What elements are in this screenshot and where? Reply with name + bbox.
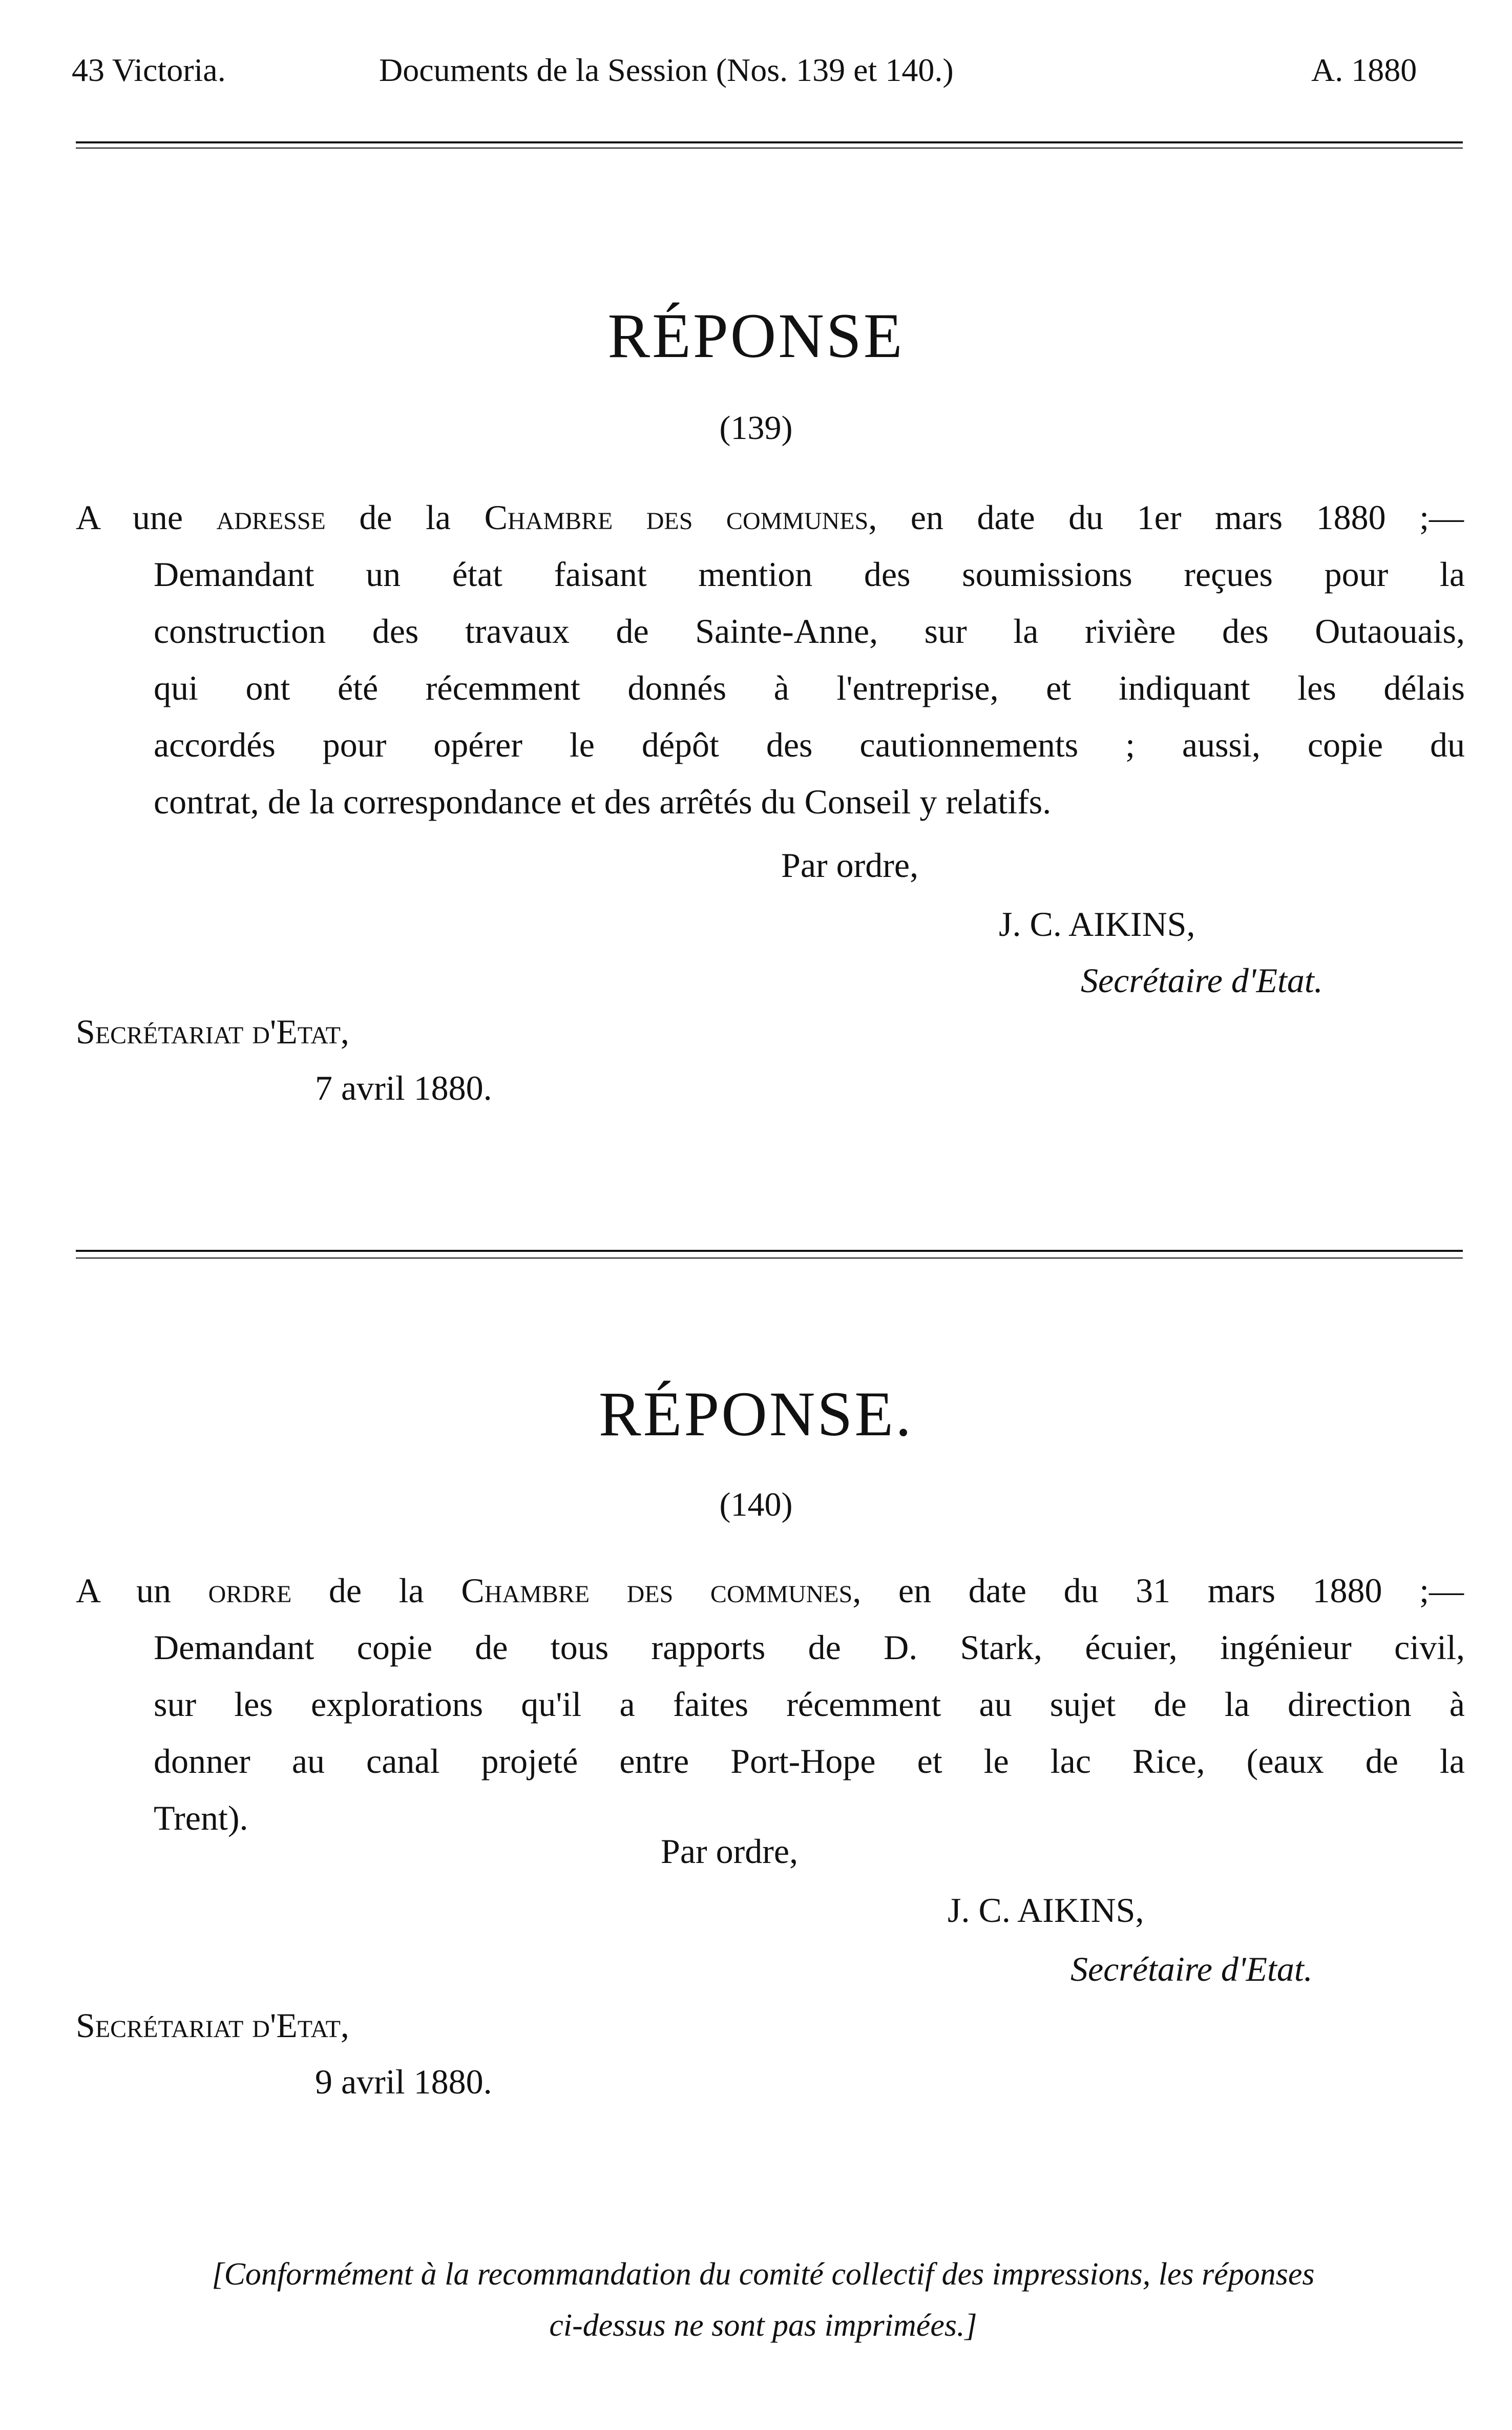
- reponse-140-intro: A un ordre de la Chambre des communes, en date du 31 mars 1880 ;—: [76, 1571, 1464, 1610]
- section-separator-thin: [76, 1258, 1463, 1259]
- footnote: [118, 2249, 1409, 2351]
- reponse-139-line-1: Demandant un état faisant mention des soumissions reçues pour la: [154, 555, 1465, 594]
- reponse-140-title: RÉPONSE.: [598, 1379, 914, 1449]
- header-session: Documents de la Session (Nos. 139 et 140.): [379, 52, 954, 88]
- reponse-140-line-2: sur les explorations qu'il a faites récemment au sujet de la direction à: [154, 1685, 1465, 1724]
- reponse-139-line-4: accordés pour opérer le dépôt des cautionnements ; aussi, copie du: [154, 725, 1465, 764]
- header-rule-thin: [76, 148, 1463, 149]
- section-separator: [76, 1250, 1463, 1252]
- reponse-139-title: RÉPONSE: [607, 301, 905, 371]
- reponse-140-line-4: Trent).: [154, 1798, 248, 1837]
- reponse-140-body: [76, 1562, 1464, 1619]
- reponse-140-signatory-title: Secrétaire d'Etat.: [1070, 1950, 1313, 1988]
- footnote-line-2: ci-dessus ne sont pas imprimées.]: [549, 2308, 977, 2343]
- reponse-139-office: Secrétariat d'Etat,: [76, 1012, 349, 1051]
- reponse-139-body: [76, 489, 1464, 546]
- reponse-139-date: 7 avril 1880.: [315, 1069, 492, 1107]
- reponse-139-line-5: contrat, de la correspondance et des arrêtés du Conseil y relatifs.: [154, 782, 1052, 821]
- reponse-139-signatory-title: Secrétaire d'Etat.: [1081, 961, 1323, 1000]
- reponse-139-intro: A une adresse de la Chambre des communes, en date du 1er mars 1880 ;—: [76, 498, 1464, 537]
- reponse-139-request: [154, 546, 1465, 830]
- reponse-139-par-ordre: Par ordre,: [781, 846, 919, 885]
- header-volume: 43 Victoria.: [72, 52, 226, 88]
- reponse-140-date: 9 avril 1880.: [315, 2062, 492, 2101]
- reponse-139-number: (139): [719, 409, 793, 447]
- reponse-139-line-2: construction des travaux de Sainte-Anne, sur la rivière des Outaouais,: [154, 612, 1465, 651]
- reponse-140-request: [154, 1619, 1465, 1847]
- reponse-140-office: Secrétariat d'Etat,: [76, 2006, 349, 2045]
- header-year: A. 1880: [1311, 52, 1417, 88]
- reponse-140-signatory: J. C. AIKINS,: [948, 1891, 1144, 1930]
- reponse-140-line-1: Demandant copie de tous rapports de D. Stark, écuier, ingénieur civil,: [154, 1628, 1465, 1667]
- header-rule: [76, 141, 1463, 143]
- reponse-140-par-ordre: Par ordre,: [661, 1832, 799, 1871]
- reponse-139-signatory: J. C. AIKINS,: [999, 905, 1195, 944]
- footnote-line-1: [Conformément à la recommandation du comité collectif des impressions, les réponses: [212, 2257, 1315, 2292]
- reponse-139-line-3: qui ont été récemment donnés à l'entreprise, et indiquant les délais: [154, 668, 1465, 707]
- reponse-140-number: (140): [719, 1486, 793, 1523]
- reponse-140-line-3: donner au canal projeté entre Port-Hope et le lac Rice, (eaux de la: [154, 1742, 1465, 1780]
